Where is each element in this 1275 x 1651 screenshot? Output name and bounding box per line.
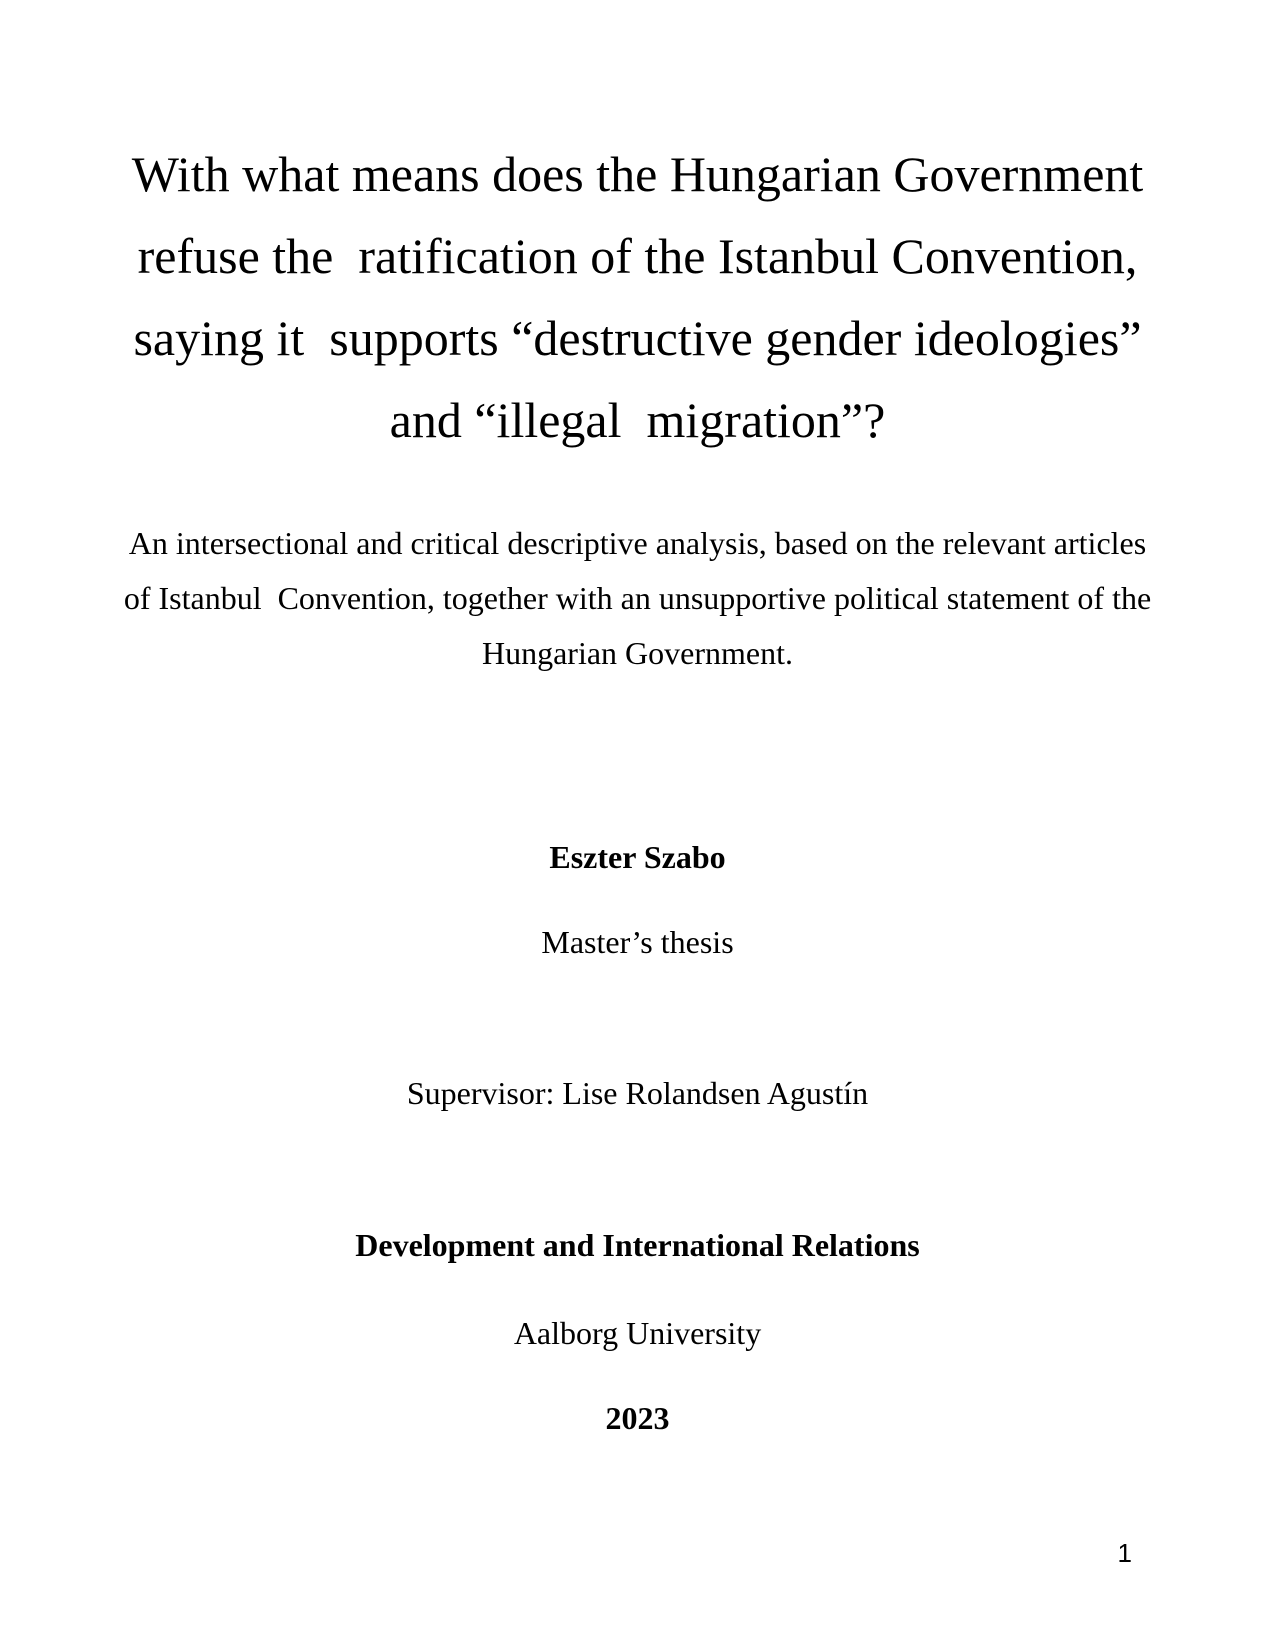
thesis-title <box>0 133 1275 461</box>
author-name: Eszter Szabo <box>549 839 726 875</box>
program-name: Development and International Relations <box>355 1227 920 1263</box>
supervisor-line: Supervisor: Lise Rolandsen Agustín <box>406 1075 869 1111</box>
year: 2023 <box>605 1400 670 1436</box>
thesis-subtitle-line-1: An intersectional and critical descriptive analysis, based on the relevant articles <box>128 525 1147 561</box>
thesis-subtitle-line-3: Hungarian Government. <box>481 635 793 671</box>
thesis-title-line-3: saying it supports “destructive gender ideologies” <box>133 310 1142 366</box>
thesis-title-line-4: and “illegal migration”? <box>389 392 886 448</box>
university-name: Aalborg University <box>513 1315 762 1351</box>
thesis-title-line-1: With what means does the Hungarian Government <box>131 146 1144 202</box>
thesis-title-line-2: refuse the ratification of the Istanbul Convention, <box>137 228 1138 284</box>
page-number: 1 <box>1117 1538 1132 1568</box>
thesis-subtitle <box>0 516 1275 681</box>
thesis-subtitle-line-2: of Istanbul Convention, together with an unsupportive political statement of the <box>123 580 1152 616</box>
thesis-type: Master’s thesis <box>541 924 734 960</box>
